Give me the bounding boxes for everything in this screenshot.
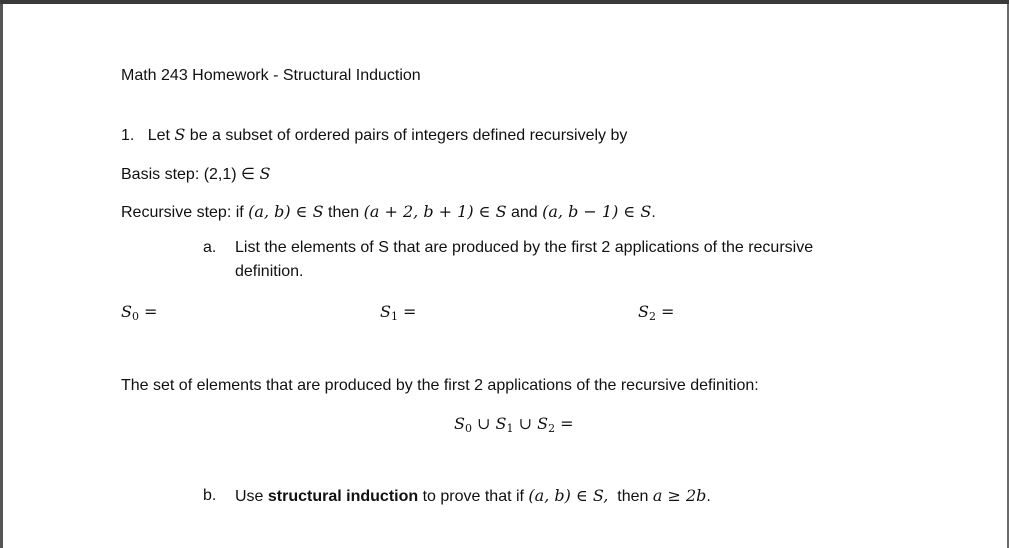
- union-sub2: 2: [548, 422, 556, 435]
- s2-var: S: [638, 302, 649, 321]
- union-description: The set of elements that are produced by the first 2 applications of the recursive definition:: [121, 377, 759, 394]
- part-a-letter: a.: [203, 239, 217, 256]
- basis-step: [121, 164, 270, 185]
- s2-sub: 2: [648, 310, 656, 323]
- part-b-text: [235, 486, 711, 507]
- problem-number: 1.: [121, 127, 135, 144]
- intro-prefix: Let: [147, 127, 175, 144]
- s2-equation: [638, 302, 674, 327]
- recursive-math-3: (a, b − 1) ∈ S: [542, 202, 652, 221]
- s0-var: S: [121, 302, 132, 321]
- part-a-line-1: List the elements of S that are produced by the first 2 applications of the recursive: [235, 239, 814, 256]
- union-s1: S: [495, 414, 507, 433]
- s0-equation: [121, 302, 157, 327]
- recursive-then: then: [323, 204, 364, 221]
- recursive-and: and: [506, 204, 543, 221]
- union-sub1: 1: [506, 422, 514, 435]
- intro-var-s: S: [174, 125, 186, 144]
- basis-label: Basis step: (2,1) ∈: [121, 166, 260, 183]
- union-sub0: 0: [464, 422, 472, 435]
- union-s0: S: [454, 414, 465, 433]
- s1-sub: 1: [390, 310, 398, 323]
- recursive-label: Recursive step: if: [121, 204, 249, 221]
- part-b-letter: b.: [203, 487, 217, 504]
- s1-var: S: [380, 302, 391, 321]
- part-b-math-1: (a, b) ∈ S,: [528, 486, 609, 505]
- document-title: Math 243 Homework - Structural Induction: [121, 67, 421, 84]
- s0-sub: 0: [131, 310, 139, 323]
- part-a-line-2: definition.: [235, 263, 304, 280]
- recursive-math-1: (a, b) ∈ S: [248, 202, 324, 221]
- basis-var-s: S: [259, 164, 271, 183]
- part-b-middle: to prove that if: [418, 488, 529, 505]
- document-page: [3, 4, 1007, 548]
- part-b-then: then: [608, 488, 653, 505]
- union-cup-1: ∪: [471, 414, 496, 433]
- s1-equation: [380, 302, 416, 327]
- part-b-prefix: Use: [235, 488, 268, 505]
- s2-eq: =: [655, 302, 675, 321]
- union-eq: =: [555, 414, 574, 433]
- s1-eq: =: [397, 302, 417, 321]
- problem-1-intro: [121, 125, 627, 146]
- part-b-bold: structural induction: [267, 488, 419, 505]
- recursive-end: .: [651, 204, 656, 221]
- union-s2: S: [537, 414, 549, 433]
- union-equation: [454, 414, 574, 439]
- s0-eq: =: [138, 302, 158, 321]
- recursive-math-2: (a + 2, b + 1) ∈ S: [363, 202, 507, 221]
- part-b-end: .: [706, 488, 711, 505]
- recursive-step: [121, 202, 656, 223]
- intro-suffix: be a subset of ordered pairs of integers defined recursively by: [185, 127, 628, 144]
- part-b-math-2: a ≥ 2b: [652, 486, 707, 505]
- union-cup-2: ∪: [513, 414, 538, 433]
